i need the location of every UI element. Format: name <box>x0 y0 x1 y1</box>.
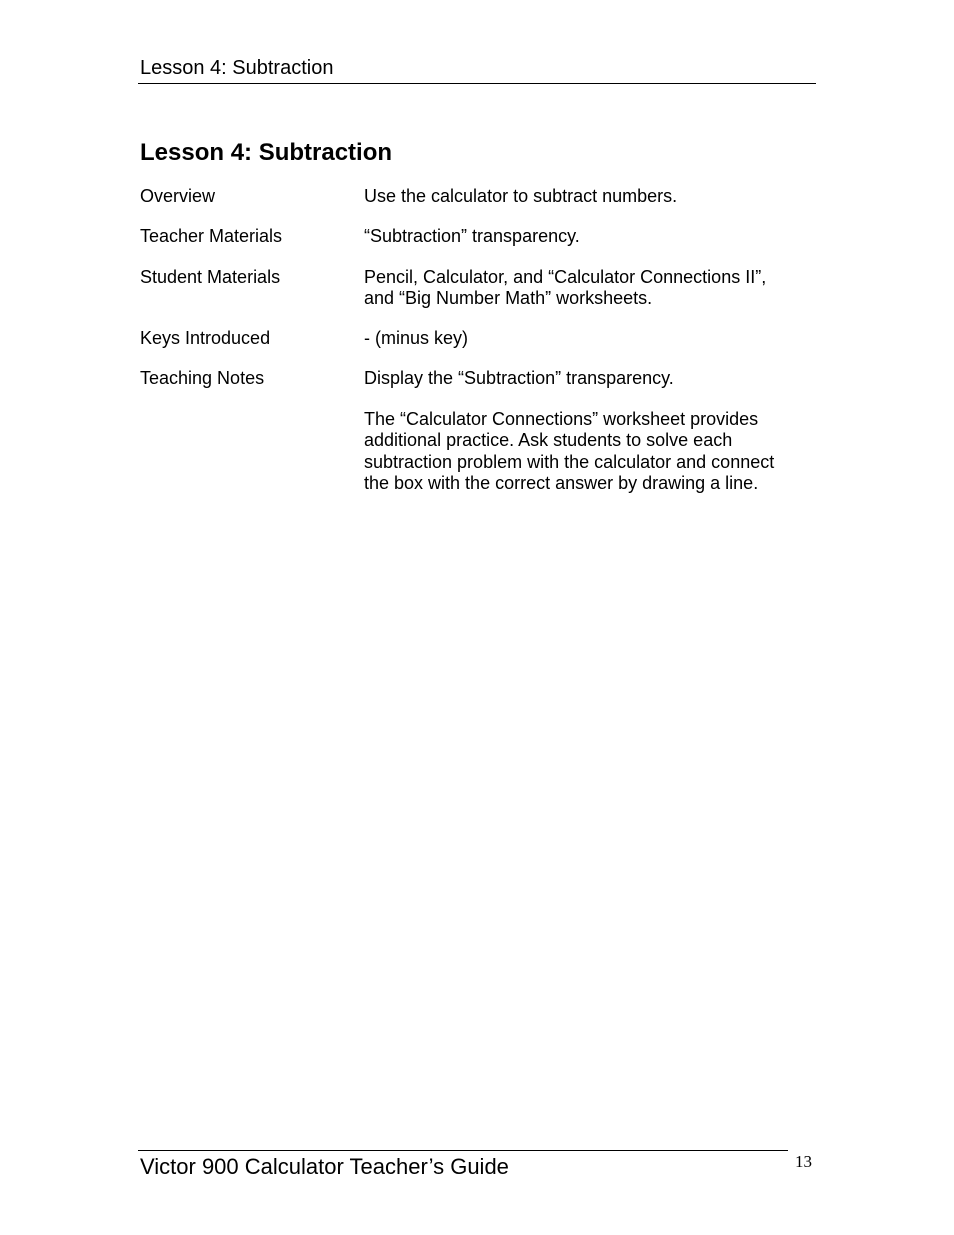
keys-introduced-text: - (minus key) <box>364 328 469 348</box>
teacher-materials-value <box>364 226 814 247</box>
page-number: 13 <box>795 1152 812 1171</box>
teacher-materials-label: Teacher Materials <box>140 226 283 246</box>
running-footer <box>138 1150 788 1179</box>
keys-introduced-label: Keys Introduced <box>140 328 271 348</box>
student-materials-label: Student Materials <box>140 267 281 287</box>
keys-introduced-value <box>364 328 814 349</box>
running-header-title: Lesson 4: Subtraction <box>140 57 334 79</box>
overview-label: Overview <box>140 186 216 206</box>
teaching-notes-paragraph-line-4: the box with the correct answer by drawing a line. <box>364 472 759 493</box>
teaching-notes-paragraph-line-1: The “Calculator Connections” worksheet provides <box>364 409 759 429</box>
student-materials-value <box>364 267 814 310</box>
teaching-notes-value <box>364 368 814 389</box>
overview-text: Use the calculator to subtract numbers. <box>364 186 678 206</box>
teaching-notes-paragraph <box>364 409 814 494</box>
teaching-notes-paragraph-line-2: additional practice. Ask students to solve each <box>364 430 733 451</box>
footer-guide-title: Victor 900 Calculator Teacher’s Guide <box>140 1154 509 1179</box>
teacher-materials-text: “Subtraction” transparency. <box>364 226 580 246</box>
teaching-notes-paragraph-line-3: subtraction problem with the calculator and connect <box>364 451 775 472</box>
student-materials-line-2: and “Big Number Math” worksheets. <box>364 288 653 309</box>
teaching-notes-text: Display the “Subtraction” transparency. <box>364 368 674 388</box>
running-header <box>138 56 816 84</box>
student-materials-line-1: Pencil, Calculator, and “Calculator Connections II”, <box>364 267 767 287</box>
teaching-notes-label: Teaching Notes <box>140 368 265 388</box>
overview-value <box>364 186 814 207</box>
lesson-title: Lesson 4: Subtraction <box>140 139 393 166</box>
